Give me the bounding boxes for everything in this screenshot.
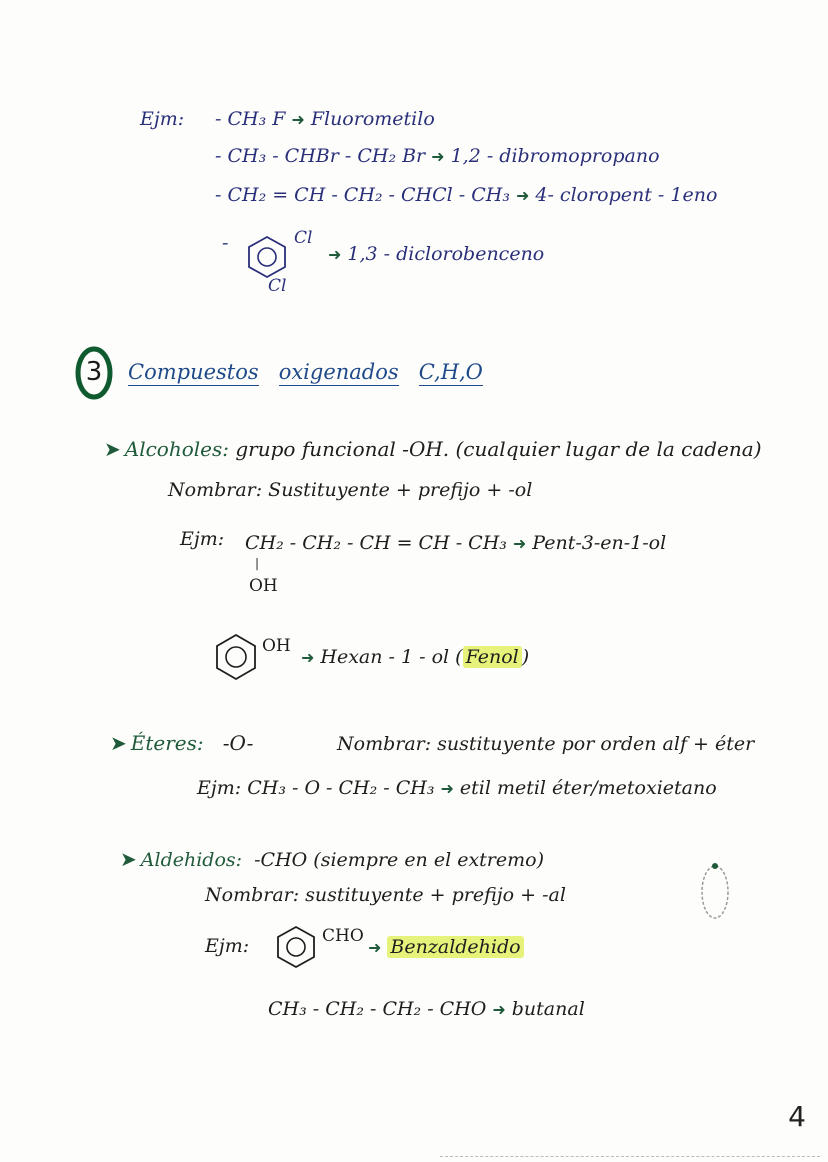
alcoholes-heading	[104, 437, 762, 461]
compound-name: etil metil éter/metoxietano	[459, 777, 717, 799]
ej-bond: |	[255, 556, 260, 570]
compound-name: butanal	[511, 998, 585, 1020]
section-number: 3	[85, 357, 103, 387]
arrow-icon: ➜	[301, 648, 315, 667]
bullet-arrow-icon: ➤	[120, 847, 137, 871]
alcoholes-nombrar: Nombrar: Sustituyente + prefijo + -ol	[168, 479, 533, 501]
eteres-nombrar: Nombrar: sustituyente por orden alf + éter	[337, 733, 755, 755]
aldehidos-ej2	[268, 998, 585, 1020]
section-number-badge	[74, 345, 114, 401]
aldehidos-title: Aldehidos:	[140, 849, 243, 871]
ej-oh: OH	[249, 576, 278, 596]
eteres-ej	[197, 777, 717, 799]
eteres-heading	[110, 731, 253, 755]
substituent-cl-top: Cl	[294, 228, 313, 248]
bullet-arrow-icon: ➤	[110, 731, 127, 755]
ex1-row-3	[215, 184, 717, 206]
benzene-ring-icon	[212, 632, 260, 682]
aldehidos-ej-label: Ejm:	[205, 935, 250, 957]
compound-name: 4- cloropent - 1eno	[535, 184, 718, 206]
alcoholes-ej	[245, 532, 666, 554]
benz-sub-cho: CHO	[322, 926, 364, 946]
arrow-icon: ➜	[291, 110, 305, 129]
eteres-title: Éteres:	[130, 731, 204, 755]
section-title-word: Compuestos	[128, 360, 259, 384]
benzene-ring-icon	[273, 924, 319, 970]
formula: CH₃ - CH₂ - CH₂ - CHO	[268, 998, 487, 1020]
compound-name: 1,3 - diclorobenceno	[347, 243, 545, 265]
compound-name: Pent-3-en-1-ol	[532, 532, 667, 554]
compound-name: Fluorometilo	[310, 108, 435, 130]
bottom-divider	[440, 1156, 820, 1157]
alcoholes-desc: grupo funcional -OH. (cualquier lugar de la cadena)	[235, 437, 762, 461]
aldehidos-benz	[362, 936, 524, 958]
arrow-icon: ➜	[328, 245, 342, 264]
alcoholes-title: Alcoholes:	[124, 437, 230, 461]
compound-name: 1,2 - dibromopropano	[450, 145, 660, 167]
arrow-icon: ➜	[440, 779, 454, 798]
section-title-word: C,H,O	[418, 360, 483, 384]
formula: - CH₃ - CHBr - CH₂ Br	[215, 145, 426, 167]
arrow-icon: ➜	[492, 1000, 506, 1019]
alcoholes-benz	[295, 646, 529, 668]
section-title-word: oxigenados	[278, 360, 399, 384]
alcoholes-ej-label: Ejm:	[180, 528, 225, 550]
formula: CH₂ - CH₂ - CH = CH - CH₃	[245, 532, 507, 554]
ex1-row-4	[322, 243, 544, 265]
highlight-benzaldehido: Benzaldehido	[387, 936, 523, 958]
ex1-row-2	[215, 145, 660, 167]
section-title	[128, 360, 483, 384]
aldehidos-desc: -CHO (siempre en el extremo)	[254, 849, 544, 871]
arrow-icon: ➜	[515, 186, 530, 205]
benzene-ring-icon	[244, 234, 290, 280]
paren-close: )	[521, 646, 530, 668]
formula: Ejm: CH₃ - O - CH₂ - CH₃	[197, 777, 435, 799]
ex1-row-4-dash: -	[222, 232, 229, 254]
aldehidos-nombrar: Nombrar: sustituyente + prefijo + -al	[205, 884, 566, 906]
ex1-label: Ejm:	[140, 108, 185, 130]
arrow-icon: ➜	[431, 147, 445, 166]
bullet-arrow-icon: ➤	[104, 437, 121, 461]
substituent-cl-bottom: Cl	[268, 276, 287, 296]
page-number: 4	[788, 1100, 806, 1133]
compound-name: Hexan - 1 - ol (	[320, 646, 463, 668]
benz-sub-oh: OH	[262, 636, 291, 656]
eteres-group: -O-	[222, 731, 254, 755]
formula: - CH₂ = CH - CH₂ - CHCl - CH₃	[215, 184, 510, 206]
aldehidos-heading	[120, 847, 544, 871]
ex1-row-1	[215, 108, 435, 130]
arrow-icon: ➜	[512, 534, 527, 553]
paper-mark	[697, 860, 733, 922]
highlight-fenol: Fenol	[463, 646, 522, 668]
formula: - CH₃ F	[215, 108, 286, 130]
arrow-icon: ➜	[368, 938, 382, 957]
